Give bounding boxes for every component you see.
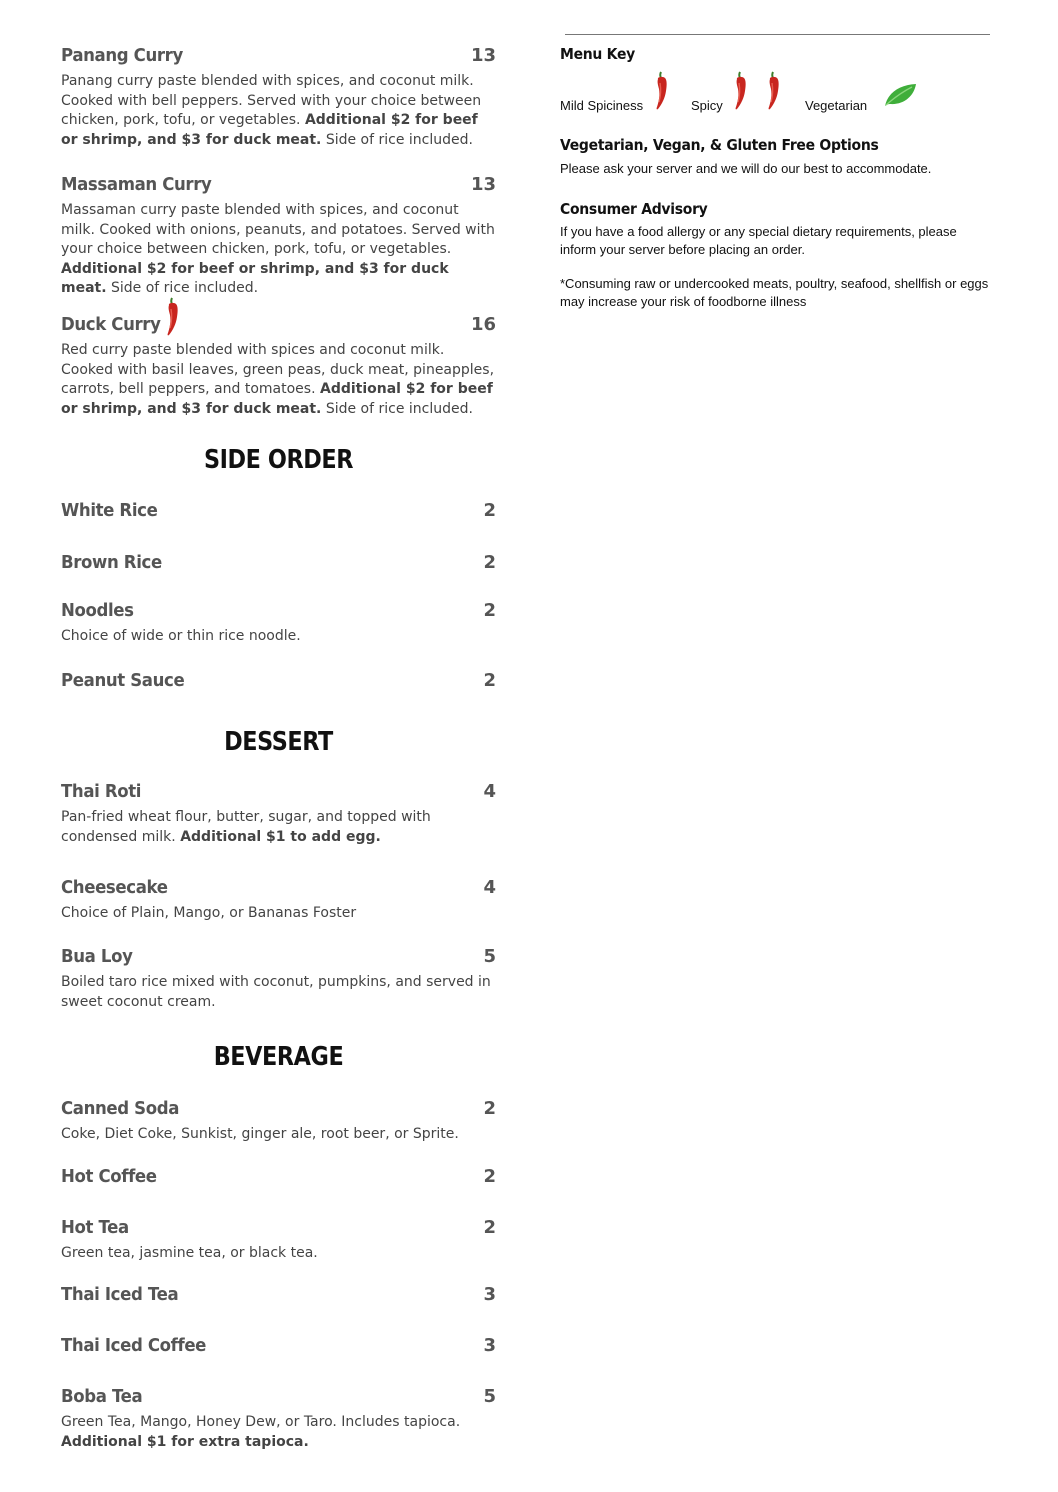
options-title: Vegetarian, Vegan, & Gluten Free Options: [560, 136, 879, 154]
curry-item: [61, 40, 496, 150]
item-name: Peanut Sauce: [61, 670, 185, 691]
item-price: 2: [483, 552, 496, 573]
item-description: Green tea, jasmine tea, or black tea.: [61, 1245, 318, 1261]
chili-pepper-icon: [654, 71, 670, 111]
item-description: Massaman curry paste blended with spices, and coconut milk. Cooked with onions, peanuts, and potatoes. Served with your choice between chicken, pork, tofu, or vegetables. Additional $2 for beef or shrimp, and $3 for duck meat. Side of rice included.: [61, 202, 495, 296]
divider: [565, 34, 990, 35]
chili-pepper-icon: [733, 71, 749, 111]
item-price: 3: [483, 1284, 496, 1305]
advisory-warning: *Consuming raw or undercooked meats, poultry, seafood, shellfish or eggs may increase your risk of foodborne illness: [560, 276, 989, 309]
menu-item: [61, 1330, 496, 1358]
item-name: Hot Tea: [61, 1217, 129, 1238]
menu-item: [61, 1279, 496, 1307]
item-price: 2: [483, 1166, 496, 1187]
item-name: Panang Curry: [61, 45, 183, 66]
item-price: 2: [483, 670, 496, 691]
menu-item: [61, 941, 496, 1012]
menu-item: [61, 872, 496, 924]
menu-item: [61, 1161, 496, 1189]
advisory-text: If you have a food allergy or any special dietary requirements, please inform your server before placing an order.: [560, 224, 957, 257]
item-price: 5: [483, 946, 496, 967]
chili-pepper-icon: [165, 297, 181, 337]
item-price: 13: [470, 174, 496, 195]
item-description: Coke, Diet Coke, Sunkist, ginger ale, root beer, or Sprite.: [61, 1126, 459, 1142]
item-name: Thai Iced Tea: [61, 1284, 179, 1305]
menu-item: [61, 1381, 496, 1452]
menu-item: [61, 776, 496, 847]
item-price: 3: [483, 1335, 496, 1356]
mild-spiciness-label: Mild Spiciness: [560, 98, 644, 113]
item-name: Canned Soda: [61, 1098, 180, 1119]
options-text: Please ask your server and we will do our best to accommodate.: [560, 161, 932, 176]
item-description: Panang curry paste blended with spices, and coconut milk. Cooked with bell peppers. Served with your choice between chicken, pork, tofu, or vegetables. Additional $2 for beef or shrimp, and $3 for duck meat. Side of rice included.: [61, 73, 482, 148]
item-price: 4: [483, 877, 496, 898]
item-name: Hot Coffee: [61, 1166, 157, 1187]
item-name: Thai Roti: [61, 781, 142, 802]
item-name: Massaman Curry: [61, 174, 212, 195]
item-name: Brown Rice: [61, 552, 162, 573]
item-description: Choice of Plain, Mango, or Bananas Foster: [61, 905, 357, 921]
item-description: Green Tea, Mango, Honey Dew, or Taro. Includes tapioca. Additional $1 for extra tapioca.: [61, 1414, 461, 1450]
section-title-side-order: SIDE ORDER: [203, 445, 354, 475]
item-name: Thai Iced Coffee: [61, 1335, 207, 1356]
chili-pepper-icon: [766, 71, 782, 111]
leaf-icon: [882, 82, 918, 108]
menu-item: [61, 495, 496, 523]
item-name: Cheesecake: [61, 877, 168, 898]
item-price: 4: [483, 781, 496, 802]
item-name: Boba Tea: [61, 1386, 143, 1407]
item-name: Noodles: [61, 600, 134, 621]
menu-item: [61, 665, 496, 693]
menu-item: [61, 547, 496, 575]
item-price: 2: [483, 1098, 496, 1119]
item-description: Pan-fried wheat flour, butter, sugar, and topped with condensed milk. Additional $1 to add egg.: [61, 809, 431, 845]
menu-item: [61, 1093, 496, 1145]
item-price: 13: [470, 45, 496, 66]
advisory-title: Consumer Advisory: [560, 200, 708, 218]
vegetarian-label: Vegetarian: [805, 98, 868, 113]
menu-item: [61, 595, 496, 647]
item-price: 2: [483, 500, 496, 521]
menu-item: [61, 1212, 496, 1264]
section-title-beverage: BEVERAGE: [213, 1042, 344, 1072]
item-name: Duck Curry: [61, 314, 161, 335]
spicy-label: Spicy: [691, 98, 723, 113]
menu-key-title: Menu Key: [560, 45, 635, 63]
section-title-dessert: DESSERT: [224, 727, 333, 757]
curry-item: [61, 309, 496, 419]
item-description: Red curry paste blended with spices and coconut milk. Cooked with basil leaves, green peas, duck meat, pineapples, carrots, bell peppers, and tomatoes. Additional $2 for beef or shrimp, and $3 for duck meat. Side of rice included.: [61, 342, 495, 417]
item-name: Bua Loy: [61, 946, 133, 967]
item-price: 5: [483, 1386, 496, 1407]
item-price: 2: [483, 600, 496, 621]
item-price: 2: [483, 1217, 496, 1238]
item-description: Boiled taro rice mixed with coconut, pumpkins, and served in sweet coconut cream.: [61, 974, 491, 1010]
item-name: White Rice: [61, 500, 158, 521]
item-price: 16: [470, 314, 496, 335]
item-description: Choice of wide or thin rice noodle.: [61, 628, 301, 644]
curry-item: [61, 169, 496, 299]
